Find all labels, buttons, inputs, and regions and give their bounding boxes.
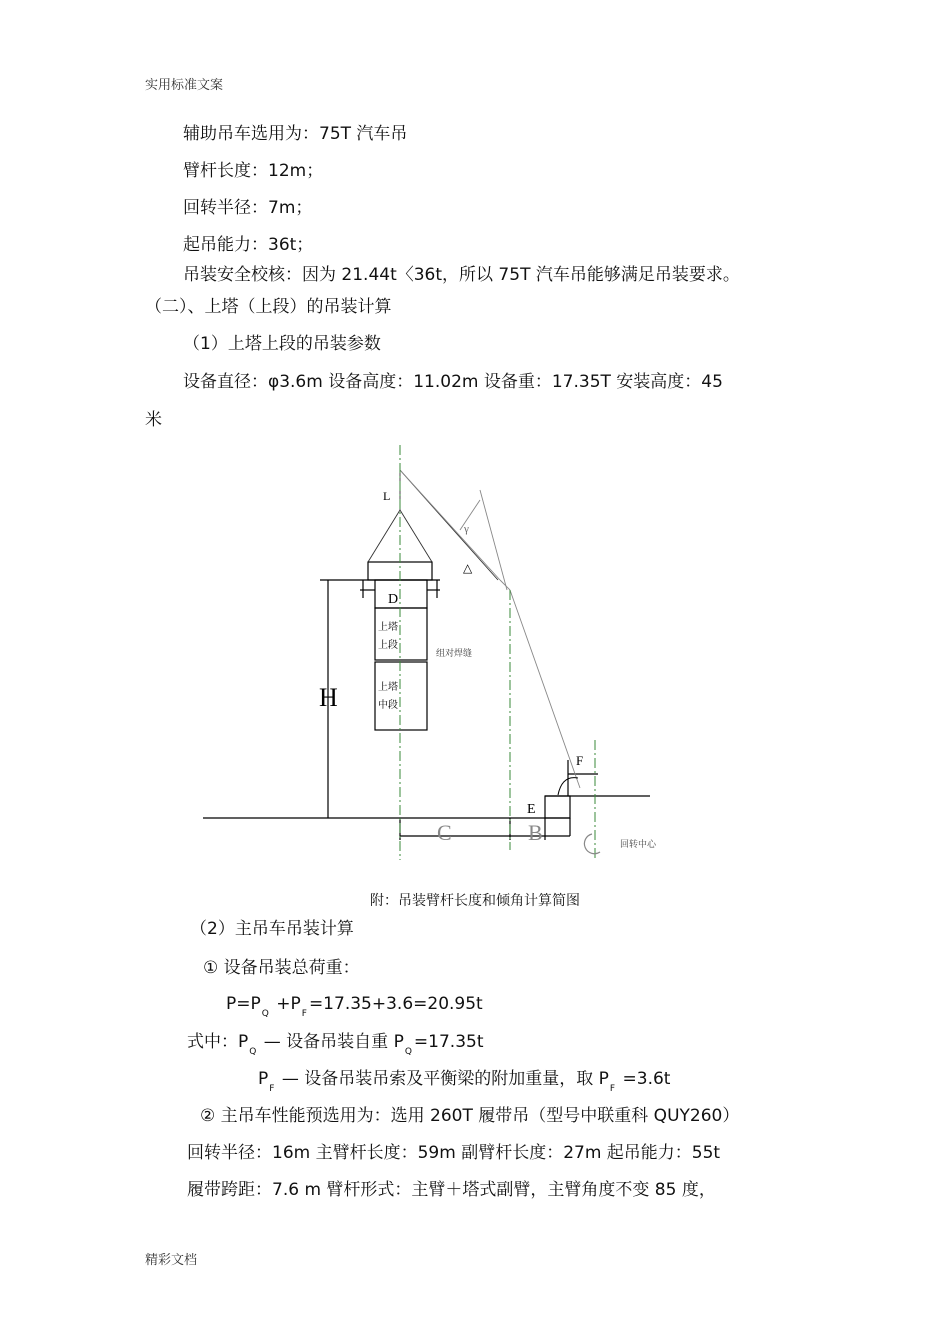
label-upper-mid-2: 中段 xyxy=(378,700,398,711)
text-line: ① 设备吊装总荷重： xyxy=(203,958,360,978)
subsection-heading: （2）主吊车吊装计算 xyxy=(190,919,354,939)
subscript: Q xyxy=(249,1047,257,1057)
formula-text: =3.6t xyxy=(617,1069,671,1089)
subscript: Q xyxy=(261,1009,269,1019)
formula-text: — 设备吊装吊索及平衡梁的附加重量，取 P xyxy=(276,1069,609,1089)
formula-line xyxy=(258,1068,670,1093)
subsection-heading: （1）上塔上段的吊装参数 xyxy=(183,334,381,354)
formula-text: =17.35t xyxy=(413,1032,484,1052)
label-upper-mid: 上塔 xyxy=(378,682,398,693)
label-upper-top-2: 上段 xyxy=(378,640,398,651)
text-line: 回转半径：7m； xyxy=(183,198,313,218)
text-line: 回转半径：16m 主臂杆长度：59m 副臂杆长度：27m 起吊能力：55t xyxy=(187,1143,721,1163)
formula-text: +P xyxy=(270,994,301,1014)
text-line: 吊装安全校核：因为 21.44t〈36t，所以 75T 汽车吊能够满足吊装要求。 xyxy=(183,265,740,285)
label-upper-top: 上塔 xyxy=(378,622,398,633)
formula-text: 式中：P xyxy=(187,1032,249,1052)
page-header: 实用标准文案 xyxy=(145,78,224,93)
text-line: 辅助吊车选用为：75T 汽车吊 xyxy=(183,124,408,144)
label-B: B xyxy=(528,820,543,845)
subscript: Q xyxy=(404,1047,412,1057)
formula-line xyxy=(187,1031,484,1056)
label-E: E xyxy=(527,802,536,817)
label-H: H xyxy=(319,683,338,712)
text-line: 设备直径：φ3.6m 设备高度：11.02m 设备重：17.35T 安装高度：45 xyxy=(183,372,723,392)
page-footer: 精彩文档 xyxy=(145,1253,198,1268)
formula-text: — 设备吊装自重 P xyxy=(258,1032,404,1052)
formula-line xyxy=(226,993,483,1018)
text-line: 起吊能力：36t； xyxy=(183,235,314,255)
figure-caption: 附：吊装臂杆长度和倾角计算简图 xyxy=(370,893,580,909)
label-C: C xyxy=(437,820,452,845)
subscript: F xyxy=(269,1084,275,1094)
formula-text: P=P xyxy=(226,994,261,1014)
lifting-diagram xyxy=(200,440,680,870)
formula-text: =17.35+3.6=20.95t xyxy=(308,994,483,1014)
label-weld: 组对焊缝 xyxy=(436,648,473,658)
text-line: 臂杆长度：12m； xyxy=(183,161,324,181)
text-line: 履带跨距：7.6 m 臂杆形式：主臂＋塔式副臂，主臂角度不变 85 度， xyxy=(187,1180,716,1200)
subscript: F xyxy=(301,1009,307,1019)
label-rotation-center: 回转中心 xyxy=(620,839,657,849)
label-L: L xyxy=(383,489,391,503)
label-delta: △ xyxy=(463,561,473,575)
section-heading: （二）、上塔（上段）的吊装计算 xyxy=(145,297,392,317)
label-D: D xyxy=(388,592,399,607)
formula-text: P xyxy=(258,1069,269,1089)
text-line: 米 xyxy=(145,410,162,430)
subscript: F xyxy=(609,1084,616,1094)
text-line: ② 主吊车性能预选用为：选用 260T 履带吊（型号中联重科 QUY260） xyxy=(200,1106,740,1126)
label-F: F xyxy=(576,753,584,768)
label-gamma: γ xyxy=(464,523,469,535)
